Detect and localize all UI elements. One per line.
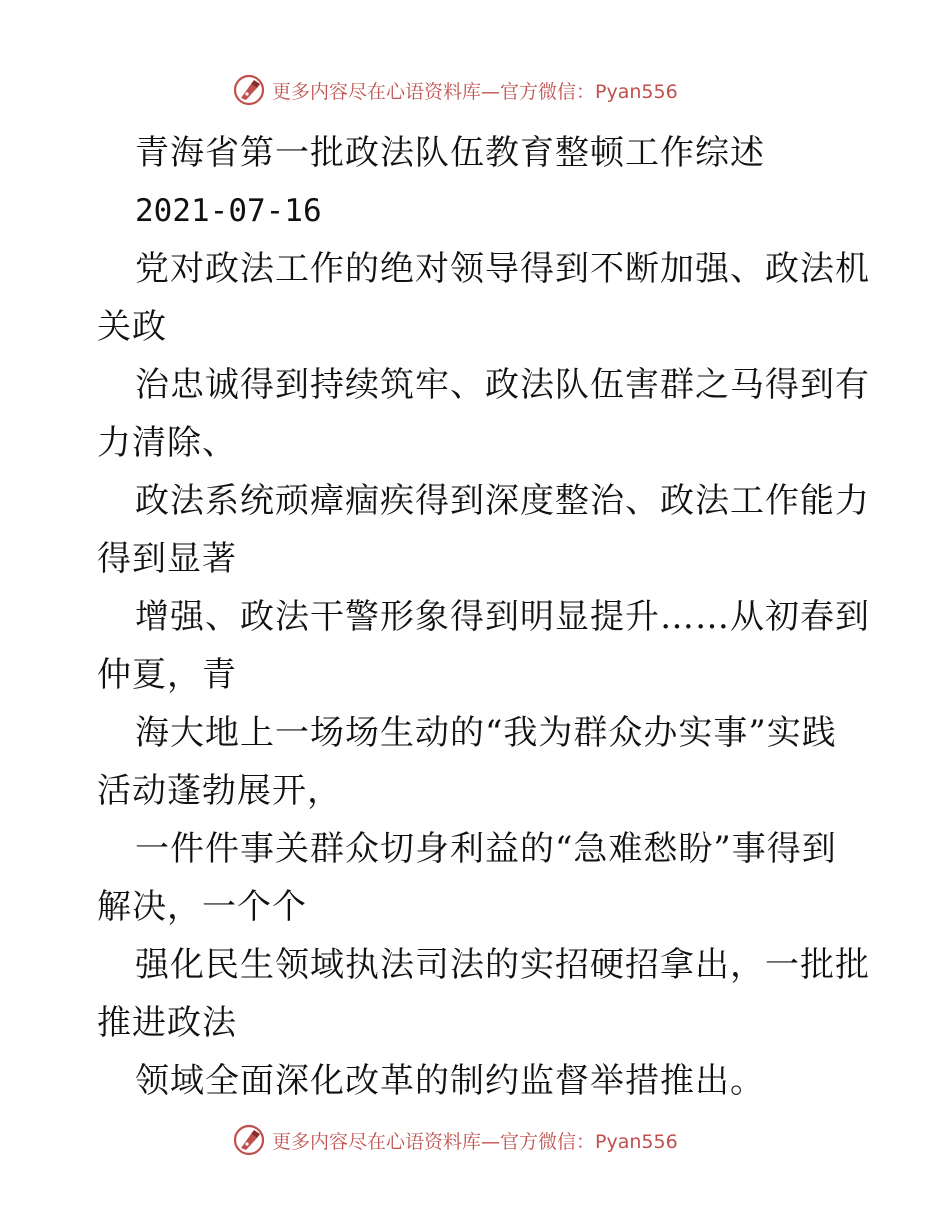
pen-nib-logo-icon — [232, 1123, 266, 1157]
paragraph-line: 推进政法 — [97, 1003, 237, 1043]
watermark-bottom — [232, 1122, 678, 1158]
paragraph-line: 关政 — [97, 307, 167, 347]
document-title: 青海省第一批政法队伍教育整顿工作综述 — [135, 133, 765, 173]
paragraph-line: 一件件事关群众切身利益的“急难愁盼”事得到 — [135, 829, 837, 869]
paragraph-line: 仲夏，青 — [97, 655, 237, 695]
paragraph-line: 增强、政法干警形象得到明显提升……从初春到 — [135, 597, 870, 637]
paragraph-line: 领域全面深化改革的制约监督举措推出。 — [135, 1061, 765, 1101]
paragraph-line: 政法系统顽瘴痼疾得到深度整治、政法工作能力 — [135, 481, 870, 521]
paragraph-line: 活动蓬勃展开， — [97, 771, 342, 811]
paragraph-line: 海大地上一场场生动的“我为群众办实事”实践 — [135, 713, 837, 753]
watermark-top — [232, 72, 678, 108]
paragraph-line: 党对政法工作的绝对领导得到不断加强、政法机 — [135, 249, 870, 289]
document-body — [97, 124, 870, 1110]
watermark-text: 更多内容尽在心语资料库—官方微信：Pyan556 — [272, 1130, 678, 1153]
paragraph-line: 治忠诚得到持续筑牢、政法队伍害群之马得到有 — [135, 365, 870, 405]
paragraph-line: 解决，一个个 — [97, 887, 307, 927]
pen-nib-logo-icon — [232, 73, 266, 107]
watermark-text: 更多内容尽在心语资料库—官方微信：Pyan556 — [272, 80, 678, 103]
paragraph-line: 强化民生领域执法司法的实招硬招拿出，一批批 — [135, 945, 870, 985]
paragraph-line: 得到显著 — [97, 539, 237, 579]
document-date: 2021-07-16 — [135, 193, 322, 229]
paragraph-line: 力清除、 — [97, 423, 237, 463]
